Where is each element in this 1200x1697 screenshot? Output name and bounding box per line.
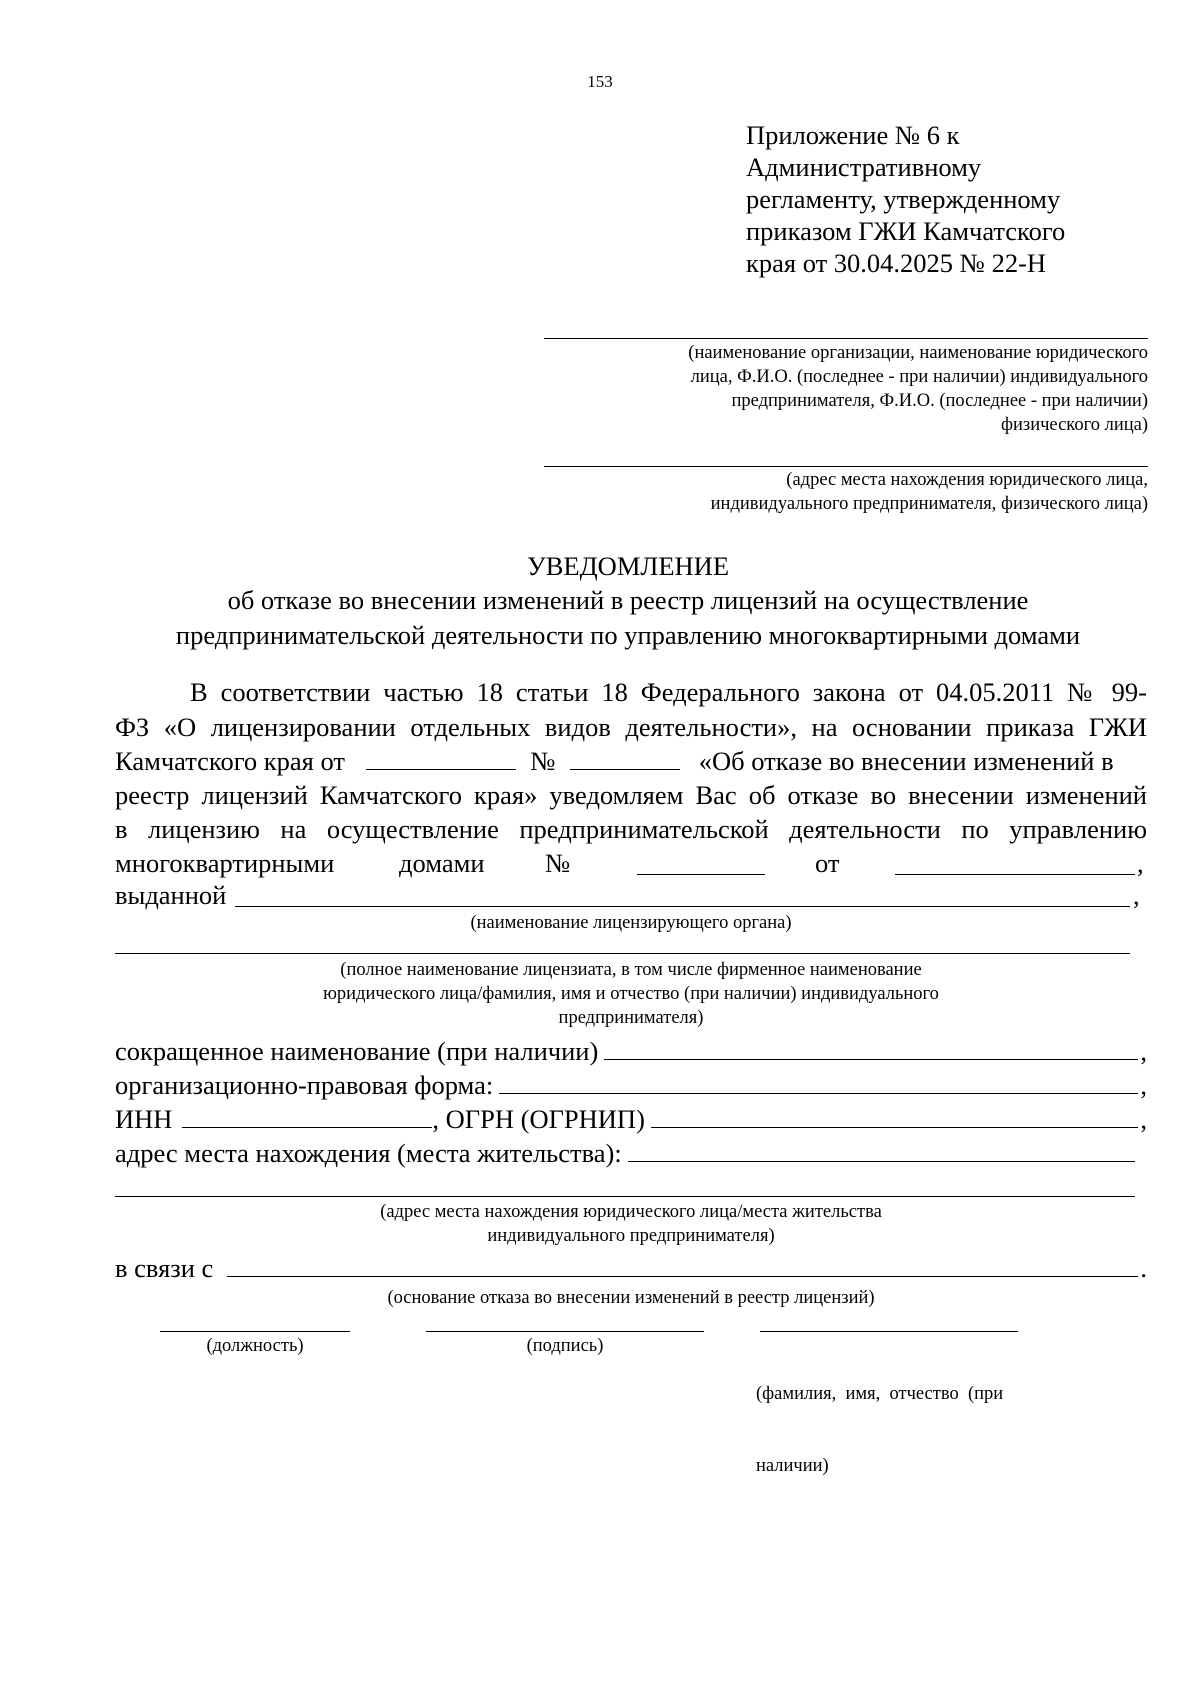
document-subtitle-line: об отказе во внесении изменений в реестр лицензий на осуществление <box>227 585 1029 615</box>
inn-blank <box>182 1105 432 1128</box>
short-name-field: сокращенное наименование (при наличии) , <box>115 1036 1147 1066</box>
body-line-2: ФЗ «О лицензировании отдельных видов деятельности», на основании приказа ГЖИ <box>115 712 1147 742</box>
appendix-line: Административному <box>746 152 982 182</box>
signature-caption: (подпись) <box>526 1336 604 1356</box>
appendix-block <box>746 119 1065 279</box>
licensing-body-caption: (наименование лицензирующего органа) <box>470 913 792 933</box>
appendix-line: Приложение № 6 к <box>746 120 960 150</box>
licensee-name-line <box>115 953 1130 954</box>
licensee-caption: (полное наименование лицензиата, в том числе фирменное наименование юридического лица/фамилия, имя и отчество (при наличии) индивидуального предпринимателя) <box>323 960 939 1028</box>
body-line-5: в лицензию на осуществление предпринимательской деятельности по управлению <box>115 814 1147 844</box>
appendix-line: края от 30.04.2025 № 22-Н <box>746 248 1047 278</box>
order-number-blank <box>570 747 680 770</box>
reason-field: в связи с . <box>115 1253 1147 1283</box>
legal-form-field: организационно-правовая форма: , <box>115 1070 1147 1100</box>
addressee-name-line <box>544 338 1148 339</box>
address-second-line <box>115 1196 1135 1197</box>
position-line <box>160 1331 350 1332</box>
reason-blank <box>227 1254 1138 1277</box>
appendix-line: приказом ГЖИ Камчатского <box>746 216 1066 246</box>
license-date-blank <box>895 852 1135 875</box>
name-line <box>760 1331 1018 1332</box>
document-title: УВЕДОМЛЕНИЕ <box>526 551 730 581</box>
licensing-body-blank <box>235 884 1130 907</box>
body-line-4: реестр лицензий Камчатского края» уведомляем Вас об отказе во внесении изменений <box>115 780 1147 810</box>
legal-form-blank <box>499 1071 1138 1094</box>
order-date-blank <box>366 747 516 770</box>
ogrn-blank <box>651 1105 1138 1128</box>
appendix-line: регламенту, утвержденному <box>746 184 1061 214</box>
short-name-blank <box>604 1037 1138 1060</box>
inn-ogrn-field: ИНН , ОГРН (ОГРНИП) , <box>115 1104 1147 1134</box>
name-caption: (фамилия, имя, отчество (при наличии) <box>756 1384 1004 1476</box>
addressee-caption: (наименование организации, наименование юридического лица, Ф.И.О. (последнее - при наличии) индивидуального предпринимателя, Ф.И.О. (последнее - при наличии) физического лица) <box>688 343 1148 435</box>
address-caption: (адрес места нахождения юридического лица, индивидуального предпринимателя, физического лица) <box>710 470 1148 514</box>
reason-caption: (основание отказа во внесении изменений в реестр лицензий) <box>387 1288 875 1308</box>
address2-caption: (адрес места нахождения юридического лица/места жительства индивидуального предпринимателя) <box>380 1202 882 1246</box>
license-number-blank <box>637 852 765 875</box>
position-caption: (должность) <box>206 1336 304 1356</box>
addressee-address-line <box>544 466 1148 467</box>
address-blank <box>628 1139 1135 1162</box>
signature-line <box>426 1331 704 1332</box>
document-subtitle-line: предпринимательской деятельности по управлению многоквартирными домами <box>175 620 1081 650</box>
body-line-3: Камчатского края от № «Об отказе во внесении изменений в <box>115 746 1114 776</box>
body-line-1: В соответствии частью 18 статьи 18 Федерального закона от 04.05.2011 № 99- <box>190 677 1147 707</box>
address-field: адрес места нахождения (места жительства): <box>115 1138 1147 1169</box>
page-number: 153 <box>587 72 613 91</box>
